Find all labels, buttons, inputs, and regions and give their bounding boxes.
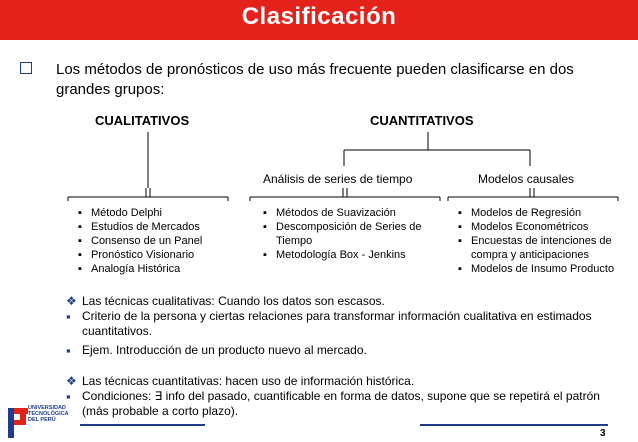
list-item: ▪ Consenso de un Panel: [78, 234, 238, 248]
note-row: [66, 294, 626, 309]
list-series-tiempo: [263, 206, 443, 262]
list-item: ▪ Encuestas de intenciones de compra y anticipaciones: [458, 234, 628, 262]
slide-title: Clasificación: [241, 3, 397, 30]
list-item: ▪ Método Delphi: [78, 206, 238, 220]
note-text: Condiciones: ∃ info del pasado, cuantificable en forma de datos, supone que se repetirá el patrón (más probable a corto plazo).: [82, 389, 600, 418]
notes-cualitativas: [66, 294, 626, 358]
note-row: [66, 389, 626, 419]
note-text: Las técnicas cualitativas: Cuando los datos son escasos.: [82, 294, 385, 308]
diamond-bullet-icon: ❖: [66, 294, 77, 308]
list-item: ▪ Descomposición de Series de Tiempo: [263, 220, 443, 248]
logo-text: UNIVERSIDAD TECNOLÓGICA DEL PERÚ: [28, 405, 69, 423]
list-item: ▪ Analogía Histórica: [78, 262, 238, 276]
list-cualitativos: [78, 206, 238, 276]
heading-cualitativos: CUALITATIVOS: [95, 113, 190, 128]
square-bullet-icon: ▪: [66, 343, 71, 358]
square-bullet-icon: ▪: [66, 389, 71, 404]
list-item: ▪ Modelos de Regresión: [458, 206, 628, 220]
heading-modelos-causales: Modelos causales: [478, 172, 575, 186]
diamond-bullet-icon: ❖: [66, 374, 77, 388]
note-row: [66, 343, 626, 358]
heading-cuantitativos: CUANTITATIVOS: [370, 113, 474, 128]
list-item: ▪ Modelos Econométricos: [458, 220, 628, 234]
list-modelos-causales: [458, 206, 628, 276]
note-text: Criterio de la persona y ciertas relaciones para transformar información cualitativa en estimados cuantitativos.: [82, 309, 592, 338]
notes-cuantitativas: [66, 374, 626, 419]
footer-divider-left: [80, 424, 205, 426]
square-bullet-icon: ▪: [66, 309, 71, 324]
note-row: [66, 374, 626, 389]
note-text: Las técnicas cuantitativas: hacen uso de información histórica.: [82, 374, 415, 388]
note-row: [66, 309, 626, 339]
heading-series-tiempo: Análisis de series de tiempo: [263, 172, 413, 186]
note-text: Ejem. Introducción de un producto nuevo al mercado.: [82, 343, 367, 357]
list-item: ▪ Modelos de Insumo Producto: [458, 262, 628, 276]
page-number: 3: [600, 428, 606, 439]
list-item: ▪ Metodología Box - Jenkins: [263, 248, 443, 262]
list-item: ▪ Pronóstico Visionario: [78, 248, 238, 262]
list-item: ▪ Métodos de Suavización: [263, 206, 443, 220]
intro-text: Los métodos de pronósticos de uso más frecuente pueden clasificarse en dos grandes grupos:: [56, 61, 574, 98]
list-item: ▪ Estudios de Mercados: [78, 220, 238, 234]
footer-divider-right: [420, 424, 608, 426]
